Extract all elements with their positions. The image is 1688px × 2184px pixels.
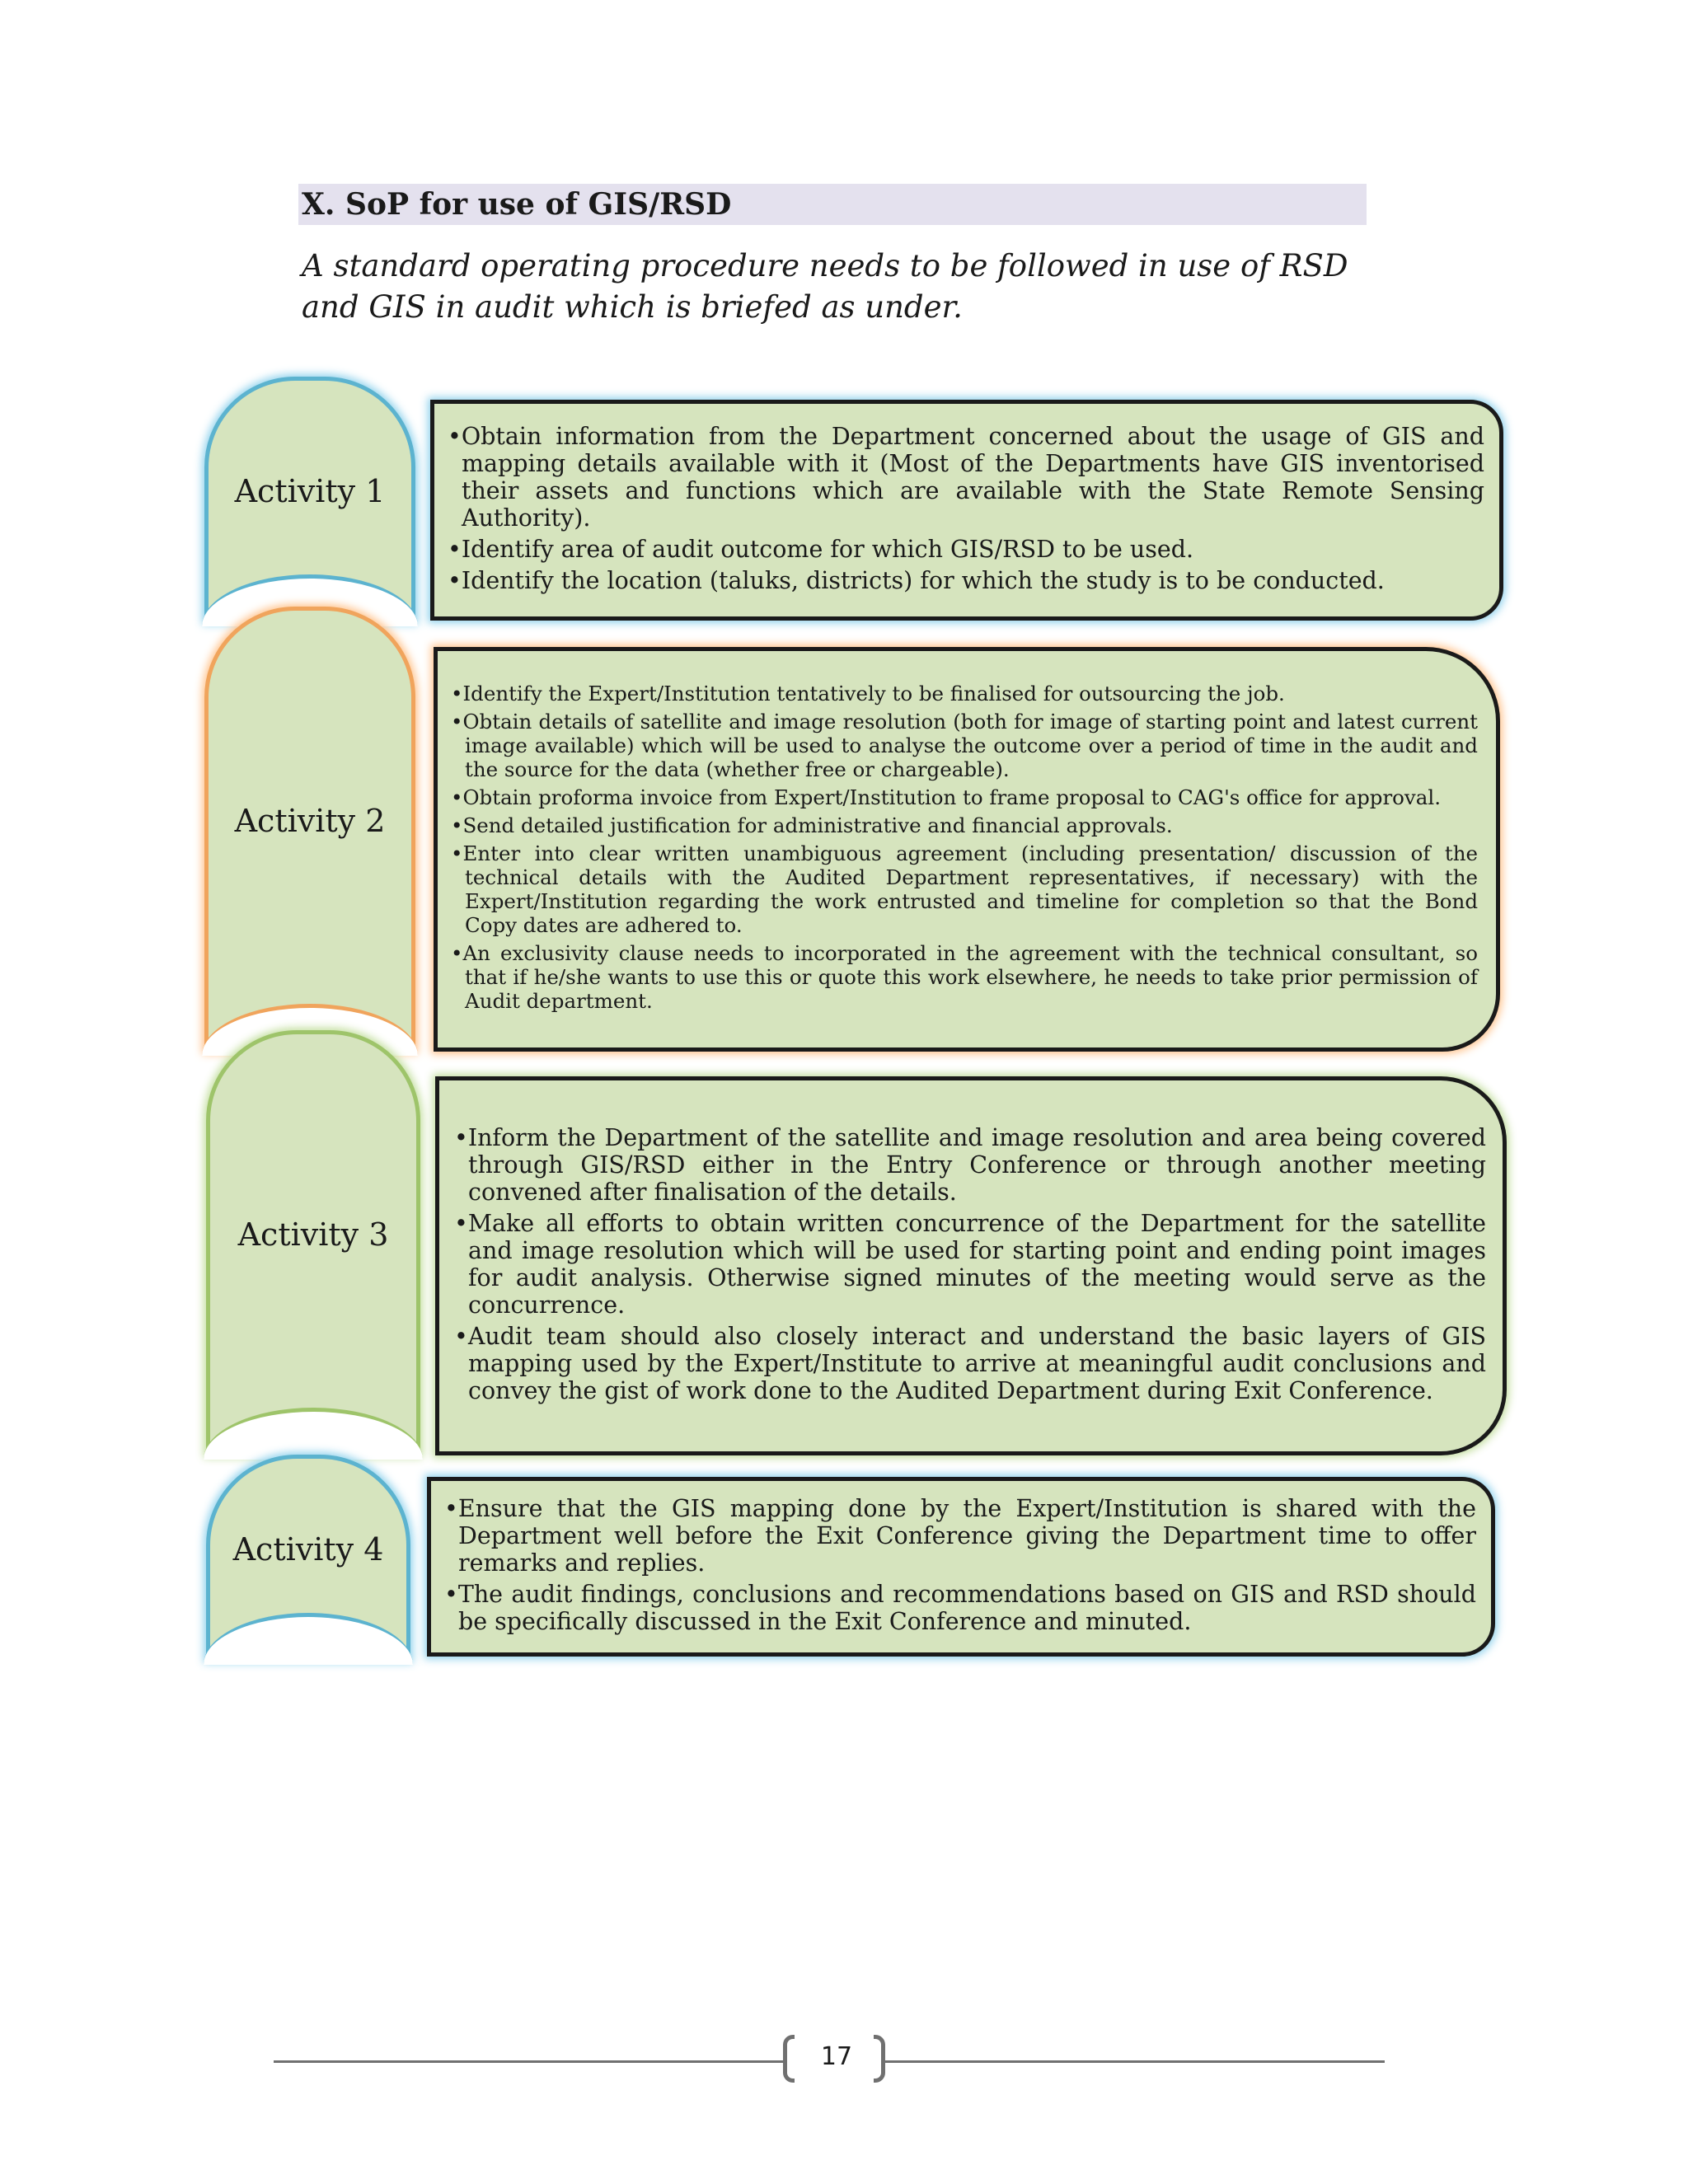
activity-1-list <box>448 423 1484 598</box>
activity-1-tab <box>204 377 415 622</box>
list-item: • Ensure that the GIS mapping done by the Expert/Institution is shared with the Department well before the Exit Conference giving the Department time to offer remarks and replies. <box>444 1495 1476 1577</box>
list-item: • Audit team should also closely interact and understand the basic layers of GIS mapping used by the Expert/Institute to arrive at meaningful audit conclusions and convey the gist of work done to the Audited Department during Exit Conference. <box>454 1323 1486 1404</box>
right-brace-icon <box>874 2035 885 2083</box>
activity-4-box <box>427 1477 1495 1657</box>
footer-rule-right <box>885 2060 1385 2063</box>
list-item: • Identify the Expert/Institution tentatively to be finalised for outsourcing the job. <box>451 682 1478 705</box>
left-brace-icon <box>783 2035 795 2083</box>
intro-text: A standard operating procedure needs to be followed in use of RSD and GIS in audit which is briefed as under. <box>302 248 1348 325</box>
activity-2-list <box>451 682 1478 1017</box>
list-item: • Enter into clear written unambiguous agreement (including presentation/ discussion of the technical details with the Audited Department representatives, if necessary) with the Expert/Institution regarding the work entrusted and timeline for completion so that the Bond Copy dates are adhered to. <box>451 841 1478 937</box>
activity-3-list <box>454 1124 1486 1408</box>
activity-1-box <box>430 400 1503 621</box>
activity-4-list <box>444 1495 1476 1639</box>
activity-1-label: Activity 1 <box>234 473 386 509</box>
page-number: 17 <box>820 2042 853 2071</box>
activity-4-tab <box>206 1455 410 1661</box>
activity-2-tab <box>204 607 415 1052</box>
activity-3-box <box>435 1076 1507 1455</box>
list-item: • Obtain proforma invoice from Expert/Institution to frame proposal to CAG's office for approval. <box>451 785 1478 809</box>
activity-3-tab <box>206 1030 420 1455</box>
section-heading: X. SoP for use of GIS/RSD <box>298 184 1367 225</box>
list-item: • Identify area of audit outcome for which GIS/RSD to be used. <box>448 536 1484 563</box>
activity-4-label: Activity 4 <box>232 1531 384 1568</box>
activity-2-box <box>434 647 1500 1052</box>
footer-rule-left <box>274 2060 783 2063</box>
list-item: • Obtain information from the Department concerned about the usage of GIS and mapping details available with it (Most of the Departments have GIS inventorised their assets and functions which are available with the State Remote Sensing Authority). <box>448 423 1484 532</box>
list-item: • An exclusivity clause needs to incorporated in the agreement with the technical consultant, so that if he/she wants to use this or quote this work elsewhere, he needs to take prior permission of Audit department. <box>451 941 1478 1013</box>
list-item: • Identify the location (taluks, districts) for which the study is to be conducted. <box>448 567 1484 594</box>
list-item: • Obtain details of satellite and image resolution (both for image of starting point and latest current image available) which will be used to analyse the outcome over a period of time in the audit and the source for the data (whether free or chargeable). <box>451 710 1478 781</box>
list-item: • Send detailed justification for administrative and financial approvals. <box>451 813 1478 837</box>
list-item: • Make all efforts to obtain written concurrence of the Department for the satellite and image resolution which will be used for starting point and ending point images for audit analysis. Otherwise signed minutes of the meeting would serve as the concurrence. <box>454 1210 1486 1319</box>
activity-3-label: Activity 3 <box>237 1216 389 1253</box>
list-item: • Inform the Department of the satellite and image resolution and area being covered through GIS/RSD either in the Entry Conference or through another meeting convened after finalisation of the details. <box>454 1124 1486 1206</box>
activity-2-label: Activity 2 <box>234 803 386 839</box>
list-item: • The audit findings, conclusions and recommendations based on GIS and RSD should be specifically discussed in the Exit Conference and minuted. <box>444 1581 1476 1635</box>
